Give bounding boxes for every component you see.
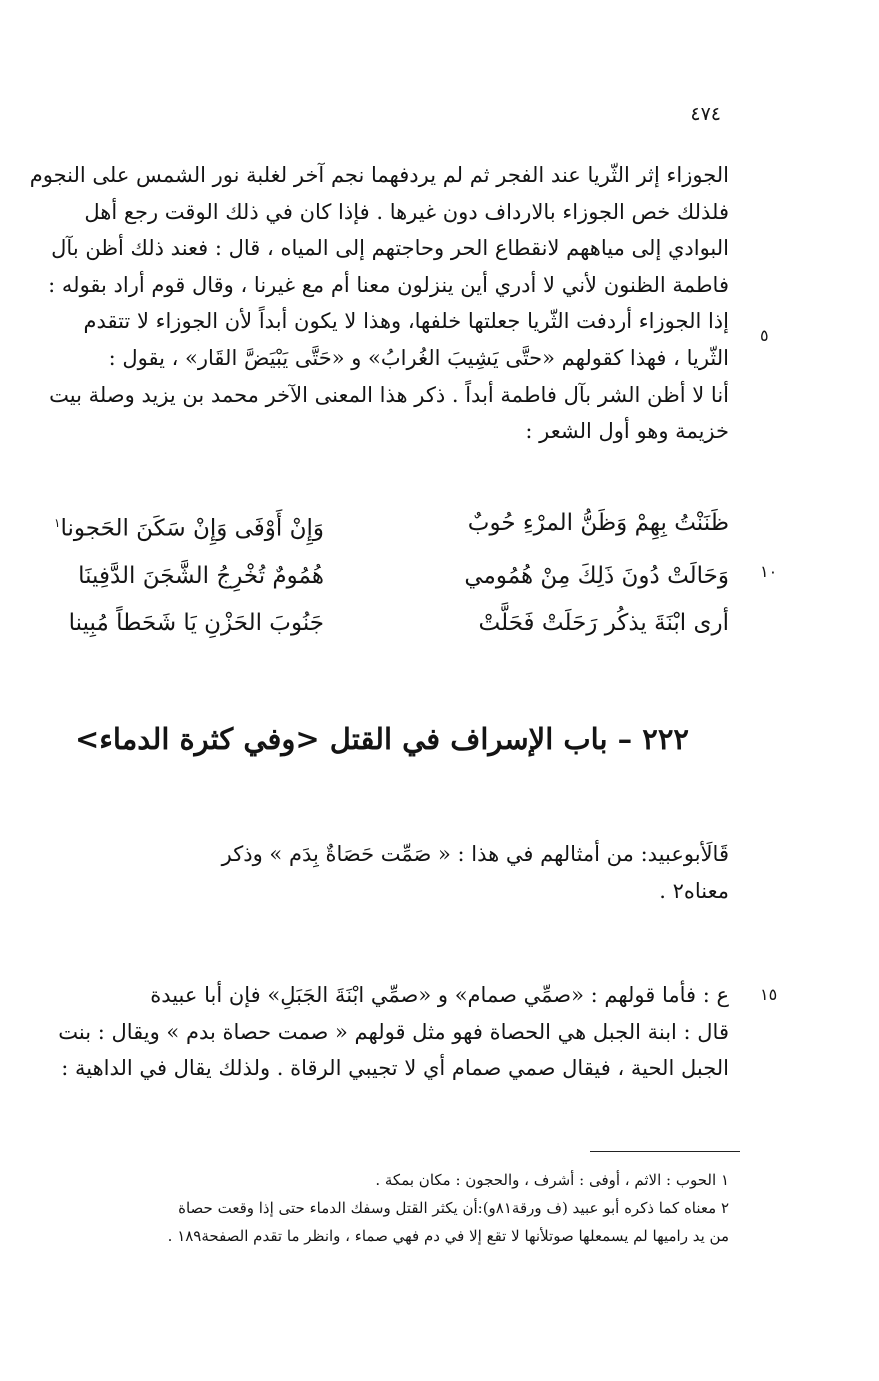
verse-line [4,553,729,600]
line-number-marker: ١٥ [760,985,778,1004]
line-number-marker: ١٠ [760,562,778,581]
verse-second-hemistich [4,500,324,553]
verse-first-hemistich: وَحَالَتْ دُونَ ذَلِكَ مِنْ هُمُومي [464,562,729,589]
paragraph-commentary-ain [12,977,729,1087]
footnote-divider [590,1151,740,1152]
text-line: البوادي إلى مياههم لانقطاع الحر وحاجتهم إلى المياه ، قال : فعند ذلك أظن بآل [51,236,729,261]
line-number-marker: ٥ [760,326,769,345]
text-line: الجوزاء إثر الثّريا عند الفجر ثم لم يردفهما نجم آخر لغلبة نور الشمس على النجوم [29,163,729,187]
text-line: الثّريا ، فهذا كقولهم «حتَّى يَشِيبَ الغُرابُ» و «حَتَّى يَبْيَضَّ القَار» ، يقول : [108,345,729,370]
text-line: فلذلك خص الجوزاء بالارداف دون غيرها . فإذا كان في ذلك الوقت رجع أهل [84,199,729,224]
footnote: من يد راميها لم يسمعلها صوتلأنها لا تقع إلا في دم فهي صماء ، وانظر ما تقدم الصفحة١٨٩ . [167,1227,729,1245]
verse-first-hemistich: أرى ابْنَةَ يذكُر رَحَلَتْ فَحَلَّتْ [478,609,729,636]
footnote-marker: ١ [54,516,61,530]
verse-second-hemistich: جَنُوبَ الحَزْنِ يَا شَحَطاً مُبِينا [68,609,324,636]
paragraph-abu-ubaid [12,836,729,909]
page-number: ٤٧٤ [690,103,721,125]
verse-second-hemistich: هُمُومٌ تُخْرِجُ الشَّجَنَ الدَّفِينَا [78,562,324,589]
text-line: ع : فأما قولهم : «صمِّي صمام» و «صمِّي ابْنَةَ الجَبَلِ» فإن أبا عبيدة [150,983,729,1007]
paragraph-commentary [12,157,729,450]
footnotes [9,1166,729,1250]
verse-line [4,600,729,647]
footnote: ١ الحوب : الاثم ، أوفى : أشرف ، والحجون : مكان بمكة . [375,1171,729,1189]
text-line: إذا الجوزاء أردفت الثّريا جعلتها خلفها، وهذا لا يكون أبداً لأن الجوزاء لا تتقدم [83,309,729,334]
text-line: أنا لا أظن الشر بآل فاطمة أبداً . ذكر هذا المعنى الآخر محمد بن يزيد وصلة بيت [49,382,729,407]
text-line: قال : ابنة الجبل هي الحصاة فهو مثل قولهم « صمت حصاة بدم » ويقال : بنت [58,1019,729,1044]
text-line: الجبل الحية ، فيقال صمي صمام أي لا تجيبي الرقاة . ولذلك يقال في الداهية : [61,1056,729,1081]
verse-text: وَإِنْ أَوْفَى وَإِنْ سَكَنَ الحَجونا [60,515,324,542]
text-line: فاطمة الظنون لأني لا أدري أين ينزلون معنا أم مع غيرنا ، وقال قوم أراد بقوله : [48,272,729,297]
section-heading: ٢٢٢ – باب الإسراف في القتل <وفي كثرة الدماء> [74,722,689,756]
poem-verses [4,500,729,647]
verse-line [4,500,729,553]
verse-first-hemistich: ظَنَنْتُ بِهِمْ وَظَنُّ المرْءِ حُوبٌ [467,510,729,536]
footnote: ٢ معناه كما ذكره أبو عبيد (ف ورقة٨١و):أن يكثر القتل وسفك الدماء حتى إذا وقعت حصاة [178,1199,729,1217]
text-line: قَالَأبوعبيد: من أمثالهم في هذا : « صَمِّت حَصَاةٌ بِدَم » وذكر [221,842,729,866]
text-line: خزيمة وهو أول الشعر : [525,419,729,444]
text-line: معناه٢ . [659,878,729,903]
